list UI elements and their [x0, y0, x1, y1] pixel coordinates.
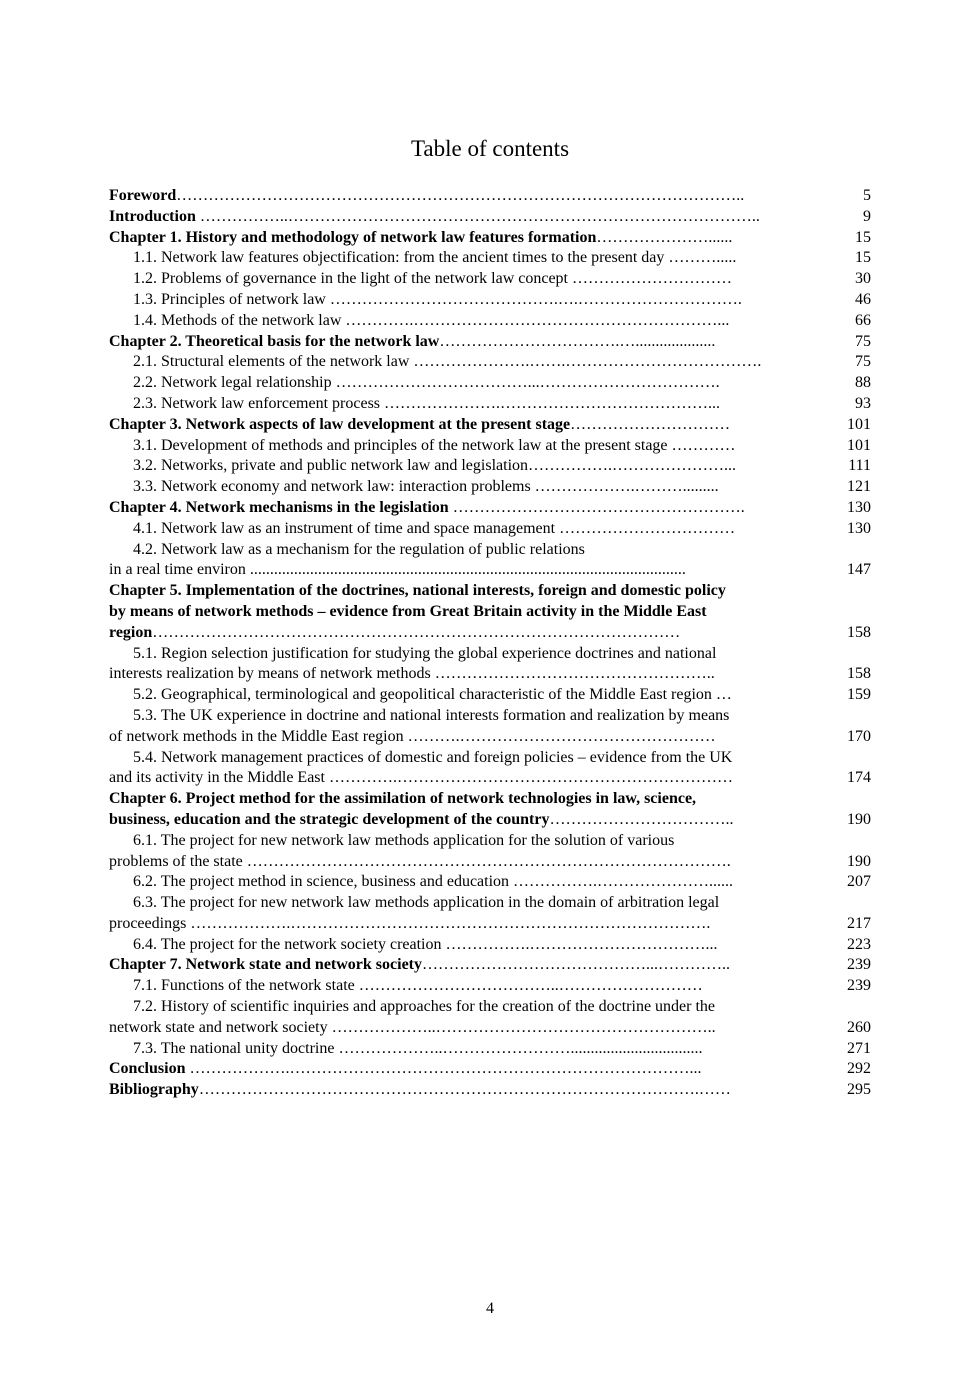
toc-page-number: 170 [847, 727, 871, 745]
toc-leader-dots: ……………….………......... [530, 478, 719, 496]
toc-page-number: 130 [847, 498, 871, 516]
toc-leader-dots: … [711, 686, 732, 704]
toc-entry-line: 6.3. The project for new network law methods application in the domain of arbitration legal [133, 894, 720, 912]
toc-leader-dots: ………………………………………………. [448, 498, 745, 516]
toc-entry-title: Bibliography………………………………………………………………………………….…… [109, 1081, 731, 1099]
toc-leader-dots: …………………………………….….…………………………. [325, 290, 742, 308]
toc-entry-title: 1.3. Principles of network law …………………………………….….…………………………. [133, 290, 742, 308]
toc-leader-dots: ………..... [664, 249, 737, 267]
toc-entry-title: proceedings ……………….……………………………………………………………………. [109, 914, 711, 932]
toc-page-number: 223 [847, 935, 871, 953]
toc-entry[interactable] [109, 664, 871, 685]
toc-entry[interactable] [109, 1039, 871, 1060]
toc-leader-dots: ……………………………………………………………………………………… [152, 623, 681, 641]
toc-leader-dots: ………………….…….………………………………. [409, 353, 762, 371]
toc-entry-line: 4.2. Network law as a mechanism for the regulation of public relations [133, 540, 585, 558]
toc-page-number: 30 [855, 270, 871, 288]
toc-entry-line: 5.1. Region selection justification for studying the global experience doctrines and national [133, 644, 717, 662]
toc-entry-line: 6.1. The project for new network law methods application for the solution of various [133, 831, 675, 849]
toc-entry-title: 2.1. Structural elements of the network law ………………….…….………………………………. [133, 353, 762, 371]
toc-entry-title: Foreword…………………………………………………………………………………………….. [109, 187, 745, 204]
toc-page-number: 174 [847, 769, 871, 787]
toc-page-number: 46 [855, 290, 871, 308]
toc-entry-line: 5.3. The UK experience in doctrine and national interests formation and realization by means [133, 706, 730, 724]
toc-leader-dots: ………… [667, 436, 736, 454]
toc-leader-dots: ………………..……………………................................. [334, 1039, 703, 1057]
toc-entry[interactable] [109, 852, 871, 873]
toc-entry[interactable] [109, 519, 871, 540]
toc-page-number: 75 [855, 332, 871, 350]
toc-leader-dots: ………………………………...……………………………. [331, 374, 720, 392]
toc-page-number: 292 [847, 1060, 871, 1078]
toc-leader-dots: …………………………………………………………………………………………….. [176, 187, 745, 204]
toc-entry-title: 5.2. Geographical, terminological and geopolitical characteristic of the Middle East region … [133, 686, 732, 704]
toc-entry[interactable] [109, 352, 871, 373]
toc-entry[interactable] [109, 436, 871, 457]
toc-entry-title: Chapter 7. Network state and network society……………………………………...………….. [109, 956, 730, 974]
toc-entry[interactable] [109, 872, 871, 893]
toc-entry[interactable] [109, 373, 871, 394]
toc-leader-dots: ………………………………………………………………………………….…… [198, 1081, 731, 1099]
toc-entry-title: 2.2. Network legal relationship ………………………………...……………………………. [133, 374, 720, 392]
toc-page-number: 190 [847, 810, 871, 828]
toc-entry-title: Chapter 4. Network mechanisms in the legislation ………………………………………………. [109, 498, 745, 516]
toc-entry-title: in a real time environ ............................................................................................................. [109, 561, 686, 579]
toc-entry[interactable] [109, 228, 871, 249]
toc-page-number: 5 [863, 187, 871, 204]
toc-entry-title: 7.1. Functions of the network state ………………………………..……………………… [133, 977, 703, 995]
toc-leader-dots: …………….…………………... [528, 457, 737, 475]
toc-entry[interactable] [109, 332, 871, 353]
toc-leader-dots: ………………………………..……………………… [354, 977, 703, 995]
toc-entry[interactable] [109, 955, 871, 976]
toc-entry-title: problems of the state ………………………………………………………………………………. [109, 852, 731, 870]
toc-leader-dots: ……….………………………………………… [403, 727, 716, 745]
table-of-contents [109, 186, 871, 1101]
toc-page-number: 93 [855, 394, 871, 412]
toc-page-number: 101 [847, 436, 871, 454]
toc-page-number: 121 [847, 478, 871, 496]
toc-entry[interactable] [109, 768, 871, 789]
toc-page-number: 158 [847, 665, 871, 683]
toc-entry[interactable] [109, 456, 871, 477]
toc-entry-title: interests realization by means of network methods …………………………………………….. [109, 665, 715, 683]
page-title: Table of contents [410, 136, 570, 161]
toc-entry-title: Chapter 2. Theoretical basis for the network law…………………………….….................... [109, 332, 716, 350]
toc-entry-line: 7.2. History of scientific inquiries and approaches for the creation of the doctrine under the [133, 998, 716, 1016]
toc-entry-title: Chapter 3. Network aspects of law development at the present stage………………………… [109, 415, 731, 433]
toc-entry[interactable] [109, 1080, 871, 1101]
toc-leader-dots: ………………………… [568, 270, 732, 288]
toc-leader-dots: ………………………………………………………………………………. [242, 852, 731, 870]
toc-entry[interactable] [109, 976, 871, 997]
toc-page-number: 130 [847, 519, 871, 537]
toc-leader-dots: ……………….…………………………………………………………………... [185, 1060, 702, 1078]
toc-entry-title: 1.1. Network law features objectification: from the ancient times to the present day ………..... [133, 249, 737, 267]
toc-page-number: 239 [847, 956, 871, 974]
toc-leader-dots: …………………………………………….. [430, 665, 715, 683]
toc-entry-title: 4.1. Network law as an instrument of time and space management …………………………… [133, 519, 736, 537]
toc-page-number: 147 [847, 561, 871, 579]
toc-entry-title: 1.4. Methods of the network law ………….…………………………………………………... [133, 311, 730, 329]
toc-entry[interactable] [109, 269, 871, 290]
toc-page-number: 111 [848, 457, 871, 475]
toc-leader-dots: …………………………….….................... [439, 332, 716, 350]
page-number: 4 [486, 1300, 494, 1317]
toc-entry-title: business, education and the strategic development of the country…………………………….. [109, 810, 734, 828]
toc-entry-title: region……………………………………………………………………………………… [109, 623, 681, 641]
toc-entry[interactable] [109, 727, 871, 748]
toc-entry[interactable] [109, 623, 871, 644]
toc-leader-dots: …………………………….. [549, 810, 734, 828]
toc-page-number: 207 [847, 873, 871, 891]
toc-entry-title: network state and network society ………………..…………………………………………….. [109, 1018, 716, 1036]
toc-leader-dots: …………….……………………………... [441, 935, 718, 953]
toc-entry-title: 6.2. The project method in science, business and education …………….…………………...... [133, 873, 734, 891]
toc-entry[interactable] [109, 186, 871, 207]
toc-entry-title: 3.2. Networks, private and public network law and legislation…………….…………………... [133, 457, 737, 475]
toc-entry[interactable] [109, 560, 871, 581]
toc-entry-title: 3.3. Network economy and network law: interaction problems ……………….………......... [133, 478, 719, 496]
toc-page-number: 295 [847, 1081, 871, 1099]
toc-entry[interactable] [109, 415, 871, 436]
toc-page-number: 271 [847, 1039, 871, 1057]
toc-entry[interactable] [109, 290, 871, 311]
toc-entry[interactable] [109, 810, 871, 831]
toc-entry-title: of network methods in the Middle East region ……….………………………………………… [109, 727, 716, 745]
toc-entry-line: 5.4. Network management practices of domestic and foreign policies – evidence from the UK [133, 748, 733, 766]
toc-entry[interactable] [109, 1018, 871, 1039]
toc-page-number: 159 [847, 686, 871, 704]
toc-page-number: 260 [847, 1018, 871, 1036]
toc-entry[interactable] [109, 248, 871, 269]
toc-page-number: 88 [855, 374, 871, 392]
toc-leader-dots: ………….…………………………………………………... [341, 311, 730, 329]
toc-leader-dots: …………………...... [596, 228, 733, 246]
toc-page-number: 190 [847, 852, 871, 870]
toc-leader-dots: ………………….…………………………………... [380, 394, 721, 412]
toc-leader-dots: ………….……………………………………………………… [324, 769, 733, 787]
toc-entry[interactable] [109, 1059, 871, 1080]
toc-page-number: 75 [855, 353, 871, 371]
toc-entry-title: Conclusion ……………….…………………………………………………………………... [109, 1060, 702, 1078]
toc-leader-dots: ............................................................................................................. [245, 561, 686, 579]
toc-entry-line: Chapter 5. Implementation of the doctrines, national interests, foreign and domestic policy [109, 582, 726, 600]
toc-page-number: 15 [855, 249, 871, 267]
toc-page-number: 158 [847, 623, 871, 641]
toc-entry-title: Introduction ……………..…………………………………………………………………………….. [109, 207, 760, 225]
toc-page-number: 217 [847, 914, 871, 932]
toc-entry[interactable] [109, 685, 871, 706]
toc-leader-dots: ………………..…………………………………………….. [327, 1018, 716, 1036]
toc-entry[interactable] [109, 914, 871, 935]
toc-entry-title: and its activity in the Middle East ………….……………………………………………………… [109, 769, 733, 787]
toc-entry-title: 7.3. The national unity doctrine ………………..……………………................................. [133, 1039, 703, 1057]
toc-leader-dots: …………….…………………...... [509, 873, 734, 891]
toc-entry-title: 3.1. Development of methods and principles of the network law at the present stage ………… [133, 436, 736, 454]
toc-page-number: 9 [863, 207, 871, 225]
toc-leader-dots: ………………………… [570, 415, 731, 433]
toc-entry-line: Chapter 6. Project method for the assimilation of network technologies in law, science, [109, 790, 697, 808]
toc-page-number: 66 [855, 311, 871, 329]
toc-page-number: 101 [847, 415, 871, 433]
toc-entry-line: by means of network methods – evidence from Great Britain activity in the Middle East [109, 602, 707, 620]
toc-leader-dots: ……………………………………...………….. [422, 956, 730, 974]
toc-entry[interactable] [109, 477, 871, 498]
toc-entry-title: 6.4. The project for the network society creation …………….……………………………... [133, 935, 718, 953]
toc-entry[interactable] [109, 498, 871, 519]
toc-entry[interactable] [109, 935, 871, 956]
toc-leader-dots: ……………….……………………………………………………………………. [186, 914, 711, 932]
toc-entry-title: Chapter 1. History and methodology of network law features formation…………………...... [109, 228, 733, 246]
toc-entry[interactable] [109, 311, 871, 332]
toc-entry[interactable] [109, 394, 871, 415]
toc-page-number: 15 [855, 228, 871, 246]
toc-page-number: 239 [847, 977, 871, 995]
toc-entry[interactable] [109, 207, 871, 228]
toc-entry-title: 2.3. Network law enforcement process ………………….…………………………………... [133, 394, 721, 412]
toc-entry-title: 1.2. Problems of governance in the light of the network law concept ………………………… [133, 270, 732, 288]
toc-leader-dots: ……………..…………………………………………………………………………….. [195, 207, 760, 225]
toc-leader-dots: …………………………… [555, 519, 736, 537]
